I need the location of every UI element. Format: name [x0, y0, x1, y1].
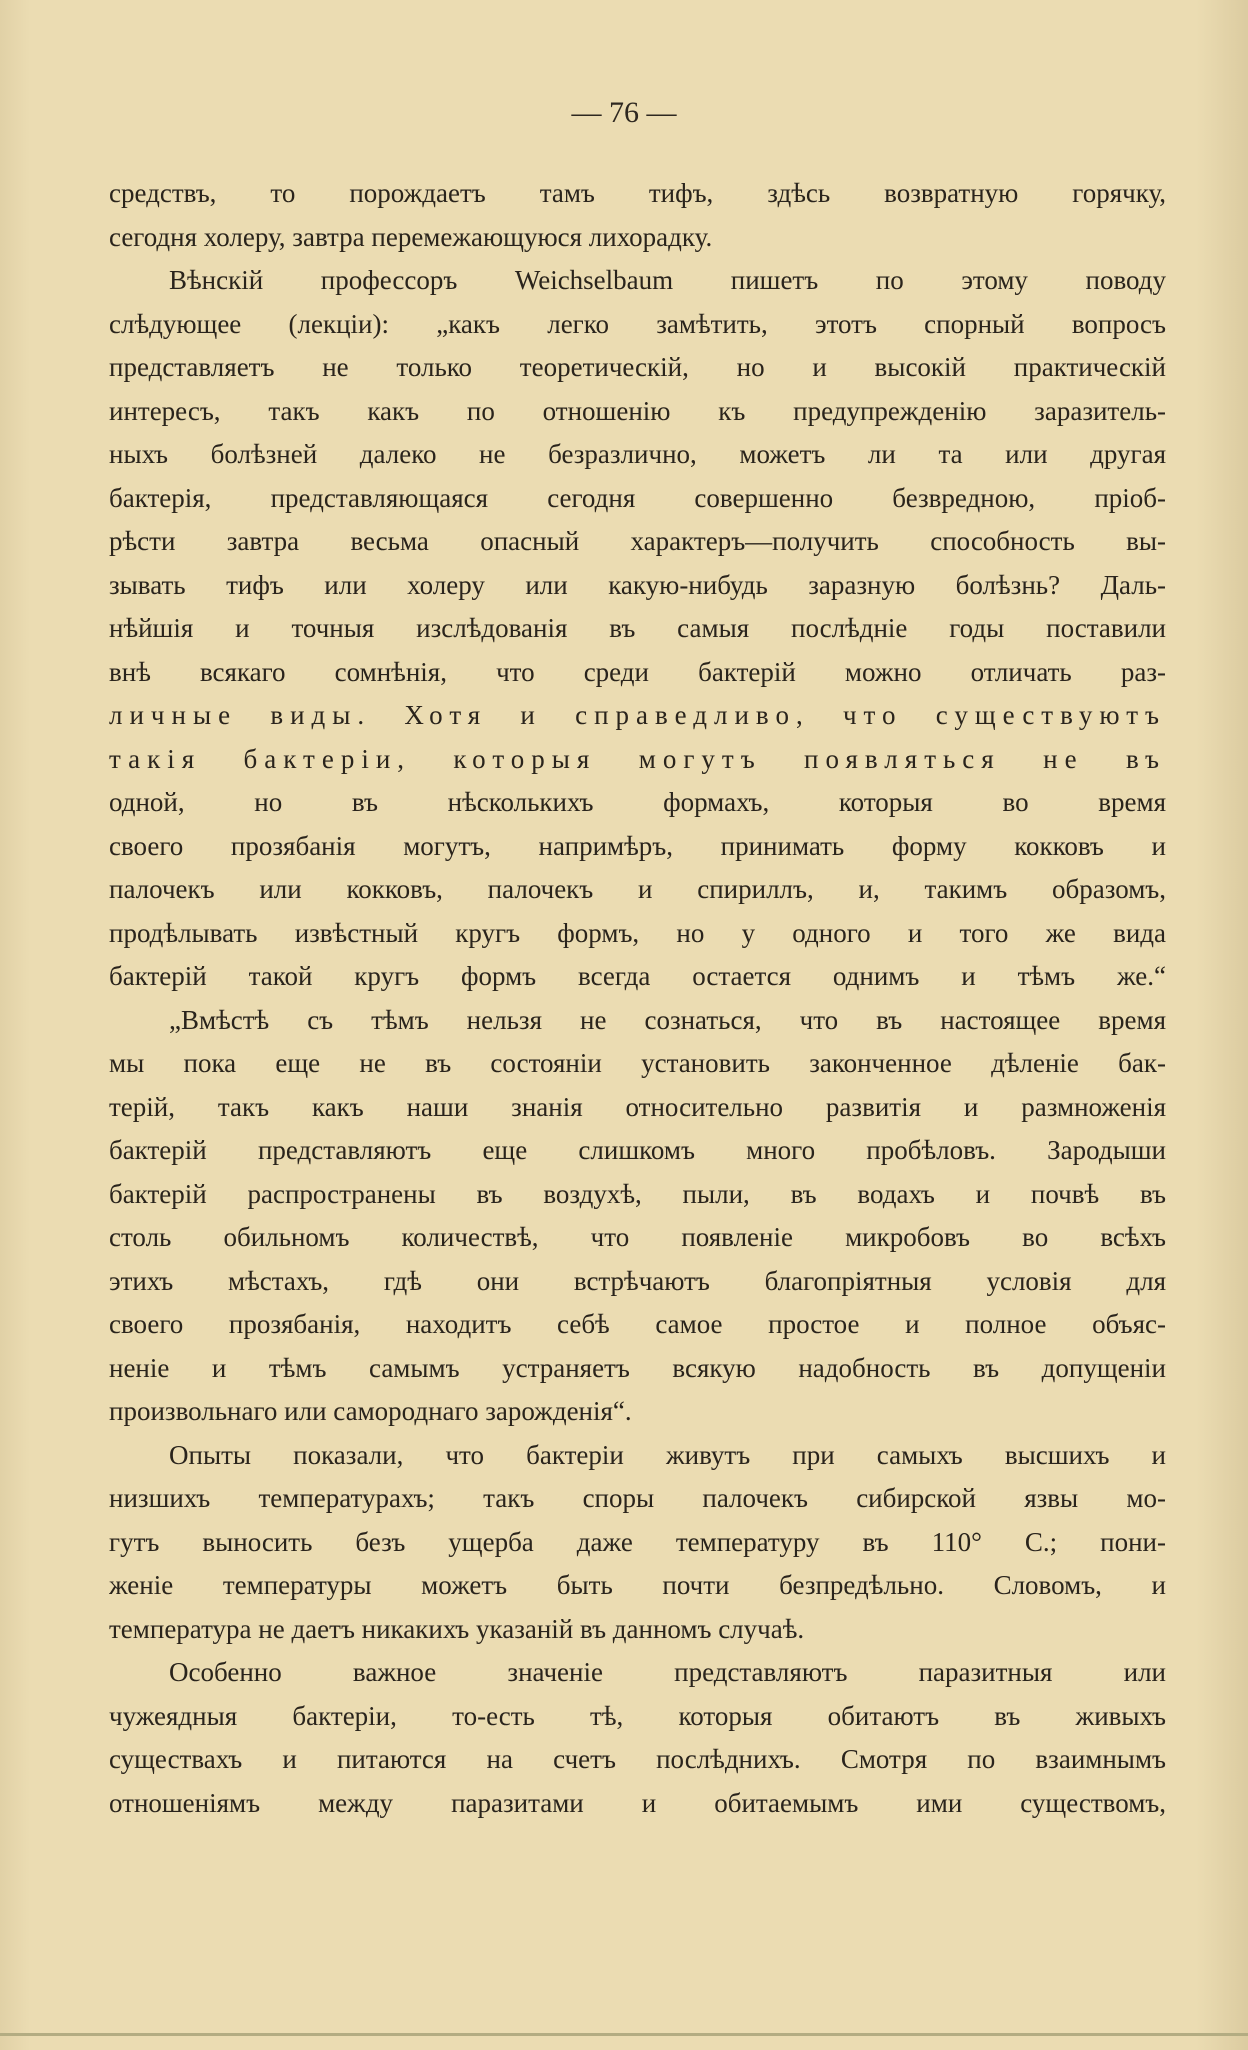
- text-line-spaced: личные виды. Хотя и справедливо, что существуютъ: [109, 700, 1166, 730]
- paragraph-quote-continued: [109, 999, 1166, 1434]
- paragraph-weichselbaum-quote: [109, 259, 1166, 999]
- text-line: низшихъ температурахъ; такъ споры палочекъ сибирской язвы мо-: [109, 1483, 1166, 1513]
- text-line: внѣ всякаго сомнѣнія, что среди бактерій можно отличать раз-: [109, 656, 1166, 687]
- page-edge-shadow-right: [1196, 0, 1248, 2050]
- text-line: продѣлывать извѣстный кругъ формъ, но у одного и того же вида: [109, 917, 1166, 948]
- text-line: гутъ выносить безъ ущерба даже температуру въ 110° С.; пони-: [109, 1526, 1166, 1557]
- text-line: ныхъ болѣзней далеко не безразлично, можетъ ли та или другая: [109, 439, 1166, 469]
- text-line: средствъ, то порождаетъ тамъ тифъ, здѣсь возвратную горячку,: [109, 178, 1166, 208]
- text-line: бактерій представляютъ еще слишкомъ много пробѣловъ. Зародыши: [109, 1135, 1166, 1165]
- text-line: бактерій распространены въ воздухѣ, пыли, въ водахъ и почвѣ въ: [109, 1178, 1166, 1209]
- text-line: чужеядныя бактеріи, то-есть тѣ, которыя обитаютъ въ живыхъ: [109, 1700, 1166, 1731]
- text-line: женіе температуры можетъ быть почти безпредѣльно. Словомъ, и: [109, 1570, 1166, 1600]
- bottom-edge-rule: [0, 2033, 1248, 2036]
- text-line: Опыты показали, что бактеріи живутъ при самыхъ высшихъ и: [169, 1439, 1166, 1470]
- text-line: своего прозябанія могутъ, напримѣръ, принимать форму кокковъ и: [109, 830, 1166, 861]
- text-line: Вѣнскій профессоръ Weichselbaum пишетъ по этому поводу: [169, 265, 1166, 295]
- text-line-spaced: такія бактеріи, которыя могутъ появляться не въ: [109, 743, 1166, 774]
- paragraph-parasitic-bacteria: [109, 1651, 1166, 1825]
- text-line: температура не даетъ никакихъ указаній въ данномъ случаѣ.: [109, 1613, 805, 1644]
- text-line: существахъ и питаются на счетъ послѣднихъ. Смотря по взаимнымъ: [109, 1744, 1166, 1774]
- text-line: бактерія, представляющаяся сегодня совершенно безвредною, пріоб-: [109, 482, 1166, 513]
- text-line: сегодня холеру, завтра перемежающуюся лихорадку.: [109, 221, 713, 252]
- text-line: этихъ мѣстахъ, гдѣ они встрѣчаютъ благопріятныя условія для: [109, 1265, 1166, 1296]
- text-line: мы пока еще не въ состояніи установить законченное дѣленіе бак-: [109, 1048, 1166, 1078]
- paragraph-temperature: [109, 1434, 1166, 1652]
- text-line: столь обильномъ количествѣ, что появленіе микробовъ во всѣхъ: [109, 1222, 1166, 1252]
- text-line: терій, такъ какъ наши знанія относительно развитія и размноженія: [109, 1091, 1166, 1122]
- page-number: — 76 —: [571, 96, 677, 129]
- text-line: слѣдующее (лекціи): „какъ легко замѣтить, этотъ спорный вопросъ: [109, 308, 1166, 339]
- text-line: нѣйшія и точныя изслѣдованія въ самыя послѣдніе годы поставили: [109, 613, 1166, 643]
- text-line: палочекъ или кокковъ, палочекъ и спириллъ, и, такимъ образомъ,: [109, 874, 1166, 904]
- text-line: одной, но въ нѣсколькихъ формахъ, которыя во время: [109, 787, 1166, 817]
- page-edge-shadow-left: [0, 0, 30, 2050]
- text-line: неніе и тѣмъ самымъ устраняетъ всякую надобность въ допущеніи: [109, 1352, 1166, 1383]
- text-line: зывать тифъ или холеру или какую-нибудь заразную болѣзнь? Даль-: [109, 569, 1166, 600]
- text-line: произвольнаго или самороднаго зарожденія“.: [109, 1396, 632, 1426]
- text-line: „Вмѣстѣ съ тѣмъ нельзя не сознаться, что въ настоящее время: [169, 1004, 1166, 1035]
- text-line: Особенно важное значеніе представляютъ паразитныя или: [169, 1657, 1166, 1687]
- text-line: представляетъ не только теоретическій, но и высокій практическій: [109, 352, 1166, 382]
- text-line: бактерій такой кругъ формъ всегда остается однимъ и тѣмъ же.“: [109, 961, 1166, 991]
- body-text: [109, 172, 1166, 1825]
- text-line: отношеніямъ между паразитами и обитаемымъ ими существомъ,: [109, 1787, 1166, 1818]
- paragraph-continuation: [109, 172, 1166, 259]
- text-line: интересъ, такъ какъ по отношенію къ предупрежденію заразитель-: [109, 395, 1166, 426]
- text-line: рѣсти завтра весьма опасный характеръ—получить способность вы-: [109, 526, 1166, 556]
- text-line: своего прозябанія, находитъ себѣ самое простое и полное объяс-: [109, 1309, 1166, 1339]
